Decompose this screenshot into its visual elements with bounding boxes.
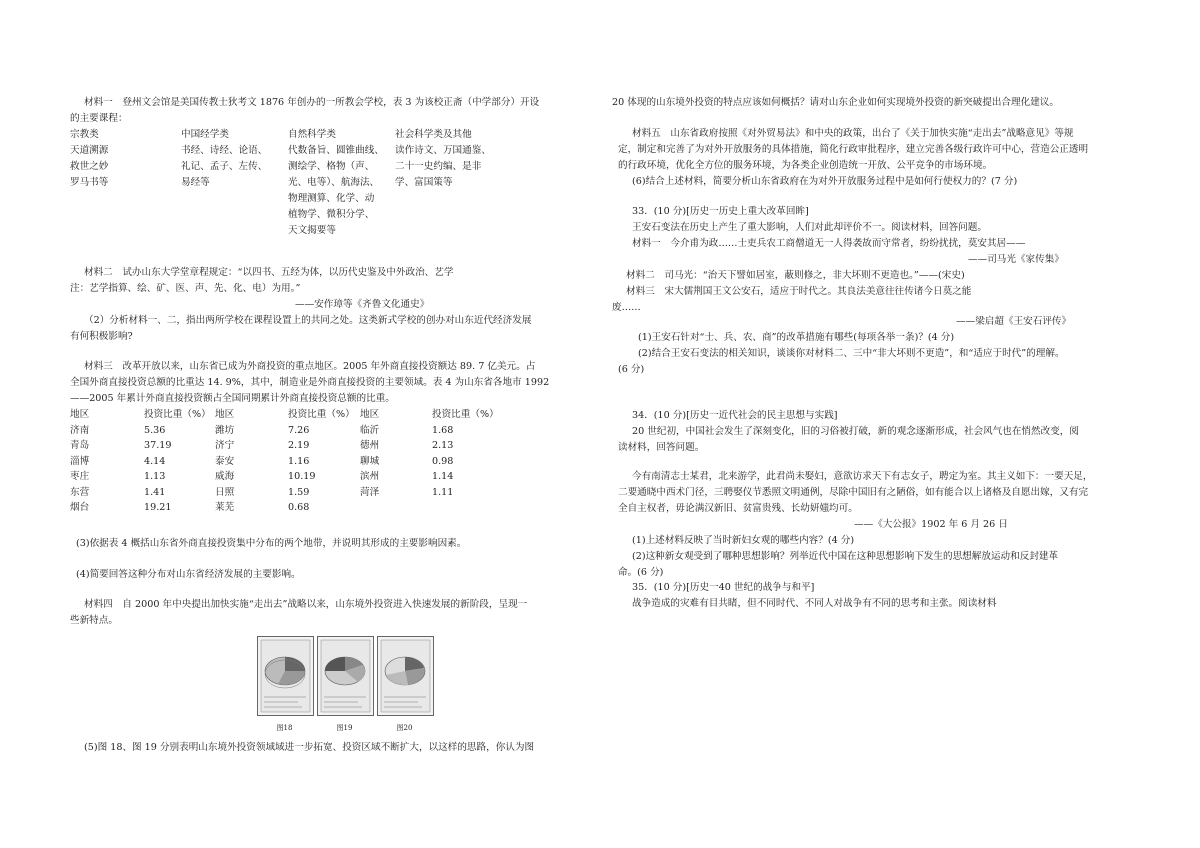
question-34-material-line-3: 全自主权者，毋论满汉新旧、贫富贵残、长幼妍媸均可。: [618, 503, 858, 514]
figure-19-image: [317, 636, 374, 716]
table-cell: 莱芜: [215, 502, 235, 513]
material-1-line-2: 的主要课程：: [70, 113, 128, 124]
figure-20-image: [377, 636, 434, 716]
question-6: (6)结合上述材料，简要分析山东省政府在为对外开放服务过程中是如何行使权力的？(7 分): [632, 176, 1018, 187]
question-2-line-2: 有何积极影响?: [70, 331, 133, 342]
course-cell: 学、富国策等: [395, 177, 453, 188]
table-cell: 2.19: [288, 440, 310, 451]
table-cell: 2.13: [432, 440, 454, 451]
table-cell: 日照: [215, 486, 235, 498]
course-cell: 植物学、微积分学、: [288, 209, 375, 220]
material-3-line-3: ——2005 年累计外商直接投资额占全国同期累计外商直接投资总额的比重。: [70, 393, 395, 404]
table-cell: 1.16: [288, 455, 310, 467]
table-cell: 1.14: [432, 471, 454, 482]
question-33-title: 33．(10 分)[历史一历史上重大改革回眸]: [632, 206, 809, 217]
question-33-sub-1: (1)王安石针对“士、兵、农、商”的改革措施有哪些(每项各举一条)？(4 分): [638, 332, 955, 343]
material-3-line-1: 材料三 改革开放以来，山东省已成为外商投资的重点地区。2005 年外商直接投资额达 89. 7 亿美元。占: [84, 361, 536, 372]
material-5-line-1: 材料五 山东省政府按照《对外贸易法》和中央的政策，出台了《关于加快实施“走出去”战略意见》等规: [632, 128, 1074, 139]
table-header-cell: 地区: [215, 409, 235, 420]
material-4-line-2: 些新特点。: [70, 615, 118, 626]
material-4-line-1: 材料四 自 2000 年中央提出加快实施“走出去”战略以来，山东境外投资进入快速发展的新阶段，呈现一: [84, 599, 528, 610]
question-34-intro-line-2: 读材料，回答问题。: [618, 442, 705, 453]
question-34-sub-2-line-1: (2)这种新女观受到了哪种思想影响？列举近代中国在这种思想影响下发生的思想解放运动和反封建革: [632, 551, 1059, 562]
question-34-material-line-1: 今有南清志士某君，北来游学，此君尚未娶妇，意欲访求天下有志女子，聘定为室。其主义如下：一要天足，: [632, 471, 1093, 482]
course-cell: 天文揭要等: [288, 225, 336, 236]
table-cell: 泰安: [215, 455, 235, 467]
material-1-line-1: 材料一 登州文会馆是美国传教士狄考文 1876 年创办的一所教会学校，表 3 为该校正斋（中学部分）开设: [84, 97, 540, 108]
table-cell: 4.14: [144, 455, 166, 467]
question-33-intro: 王安石变法在历史上产生了重大影响，人们对此却评价不一。阅读材料，回答问题。: [632, 222, 987, 233]
table-cell: 潍坊: [215, 424, 235, 436]
material-2-line-2: 注：艺学指算、绘、矿、医、声、先、化、电）为用。”: [70, 283, 301, 294]
pie-chart-icon: [258, 637, 313, 715]
course-cell: 罗马书等: [70, 177, 109, 188]
question-33-sub-2-line-1: (2)结合王安石变法的相关知识，谈谈你对材料二、三中“非大坏则不更造”，和“适应于时代”的理解。: [638, 348, 1065, 359]
course-header-classics: 中国经学类: [181, 129, 229, 140]
right-line-1: 20 体现的山东境外投资的特点应该如何概括？请对山东企业如何实现境外投资的新突破提出合理化建议。: [612, 97, 1059, 108]
question-33-material-1: 材料一 今介甫为政……士吏兵农工商僧道无一人得袭故而守常者，纷纷扰扰，莫安其居——: [632, 238, 1026, 249]
table-header-cell: 地区: [70, 409, 90, 420]
table-cell: 1.59: [288, 486, 310, 498]
course-cell: 读作诗文、万国通鉴、: [395, 145, 491, 156]
table-cell: 1.13: [144, 471, 166, 482]
pie-chart-icon: [318, 637, 373, 715]
table-cell: 37.19: [144, 440, 172, 451]
question-33-material-3-line-1: 材料三 宋大儒荆国王文公安石，适应于时代之。其良法美意往往传诸今日莫之能: [626, 286, 972, 297]
course-header-social: 社会科学类及其他: [395, 129, 472, 140]
question-33-material-2: 材料二 司马光：“治天下譬如居室，蔽则修之，非大坏则不更造也。”——(宋史): [626, 270, 965, 281]
question-35-intro: 战争造成的灾难有目共睹，但不同时代、不同人对战争有不同的思考和主张。阅读材料: [632, 598, 997, 609]
table-cell: 1.11: [432, 486, 454, 498]
question-34-source: ——《大公报》1902 年 6 月 26 日: [854, 519, 1008, 530]
material-5-line-3: 的行政环境，优化全方位的服务环境，为各类企业创造统一开放、公平竞争的市场环境。: [618, 160, 993, 171]
question-34-material-line-2: 二要通晓中西术门径，三聘娶仪节悉照文明通例，尽除中国旧有之陋俗，如有能合以上诸格及自愿出嫁，又有完: [618, 487, 1089, 498]
table-cell: 10.19: [288, 471, 316, 482]
course-cell: 测绘学、格物（声、: [288, 161, 375, 172]
material-2-source: ——安作璋等《齐鲁文化通史》: [295, 299, 430, 310]
figure-20-caption: 图20: [396, 724, 413, 732]
question-3: (3)依据表 4 概括山东省外商直接投资集中分布的两个地带，并说明其形成的主要影响因素。: [76, 538, 467, 549]
table-cell: 19.21: [144, 502, 172, 513]
table-cell: 菏泽: [360, 486, 380, 498]
table-header-cell: 投资比重（%）: [432, 409, 499, 420]
table-header-cell: 投资比重（%）: [144, 409, 211, 420]
table-cell: 0.98: [432, 455, 454, 467]
table-cell: 德州: [360, 440, 380, 451]
question-35-title: 35．(10 分)[历史一40 世纪的战争与和平]: [632, 582, 815, 593]
material-5-line-2: 定，制定和完善了为对外开放服务的具体措施，简化行政审批程序，建立完善各级行政许可中心，营造公正透明: [618, 144, 1089, 155]
table-cell: 济南: [70, 424, 90, 436]
figure-group: [257, 636, 432, 736]
table-cell: 青岛: [70, 440, 90, 451]
table-cell: 聊城: [360, 455, 380, 467]
table-cell: 淄博: [70, 455, 90, 467]
table-cell: 1.41: [144, 486, 166, 498]
question-33-material-3-line-2: 废……: [612, 302, 641, 313]
figure-18-image: [257, 636, 314, 716]
course-cell: 代数备旨、圆锥曲线、: [288, 145, 384, 156]
course-cell: 天道溯源: [70, 145, 109, 156]
pie-chart-icon: [378, 637, 433, 715]
table-cell: 烟台: [70, 502, 90, 513]
course-cell: 救世之妙: [70, 161, 109, 172]
figure-19-caption: 图19: [336, 724, 353, 732]
question-34-title: 34．(10 分)[历史一近代社会的民主思想与实践]: [632, 410, 838, 421]
table-header-cell: 投资比重（%）: [288, 409, 355, 420]
question-33-material-1-source: ——司马光《家传集》: [968, 254, 1064, 265]
course-cell: 物理测算、化学、动: [288, 193, 375, 204]
table-cell: 威海: [215, 471, 235, 482]
question-34-intro-line-1: 20 世纪初，中国社会发生了深刻变化，旧的习俗被打破，新的观念逐渐形成，社会风气也在悄然改变，阅: [632, 426, 1079, 437]
table-cell: 滨州: [360, 471, 380, 482]
course-cell: 易经等: [181, 177, 210, 188]
course-cell: 二十一史约编、是非: [395, 161, 482, 172]
table-cell: 东营: [70, 486, 90, 498]
question-34-sub-2-line-2: 命。(6 分): [618, 567, 664, 578]
table-cell: 5.36: [144, 424, 166, 436]
question-34-sub-1: (1)上述材料反映了当时新妇女观的哪些内容？(4 分): [632, 535, 855, 546]
table-cell: 临沂: [360, 424, 380, 436]
table-cell: 济宁: [215, 440, 235, 451]
course-cell: 礼记、孟子、左传、: [181, 161, 268, 172]
question-33-sub-2-line-2: (6 分): [618, 364, 645, 375]
table-cell: 7.26: [288, 424, 310, 436]
material-2-line-1: 材料二 试办山东大学堂章程规定：“以四书、五经为体，以历代史鉴及中外政治、艺学: [84, 267, 454, 278]
table-cell: 0.68: [288, 502, 310, 513]
course-cell: 光、电等）、航海法、: [288, 177, 380, 188]
question-2-line-1: （2）分析材料一、二，指出两所学校在课程设置上的共同之处。这类新式学校的创办对山东近代经济发展: [84, 315, 532, 326]
question-33-material-3-source: ——梁启超《王安石评传》: [956, 316, 1072, 327]
course-header-science: 自然科学类: [288, 129, 336, 140]
table-header-cell: 地区: [360, 409, 380, 420]
figure-18-caption: 图18: [276, 724, 293, 732]
table-cell: 1.68: [432, 424, 454, 436]
course-header-religion: 宗教类: [70, 129, 99, 140]
question-4: (4)简要回答这种分布对山东省经济发展的主要影响。: [76, 569, 301, 580]
question-5: (5)图 18、图 19 分别表明山东境外投资领域域进一步拓宽、投资区域不断扩大，以这样的思路，你认为图: [84, 742, 535, 753]
course-cell: 书经、诗经、论语、: [181, 145, 268, 156]
material-3-line-2: 全国外商直接投资总额的比重达 14. 9%，其中，制造业是外商直接投资的主要领域。表 4 为山东省各地市 1992: [70, 377, 550, 388]
table-cell: 枣庄: [70, 471, 90, 482]
